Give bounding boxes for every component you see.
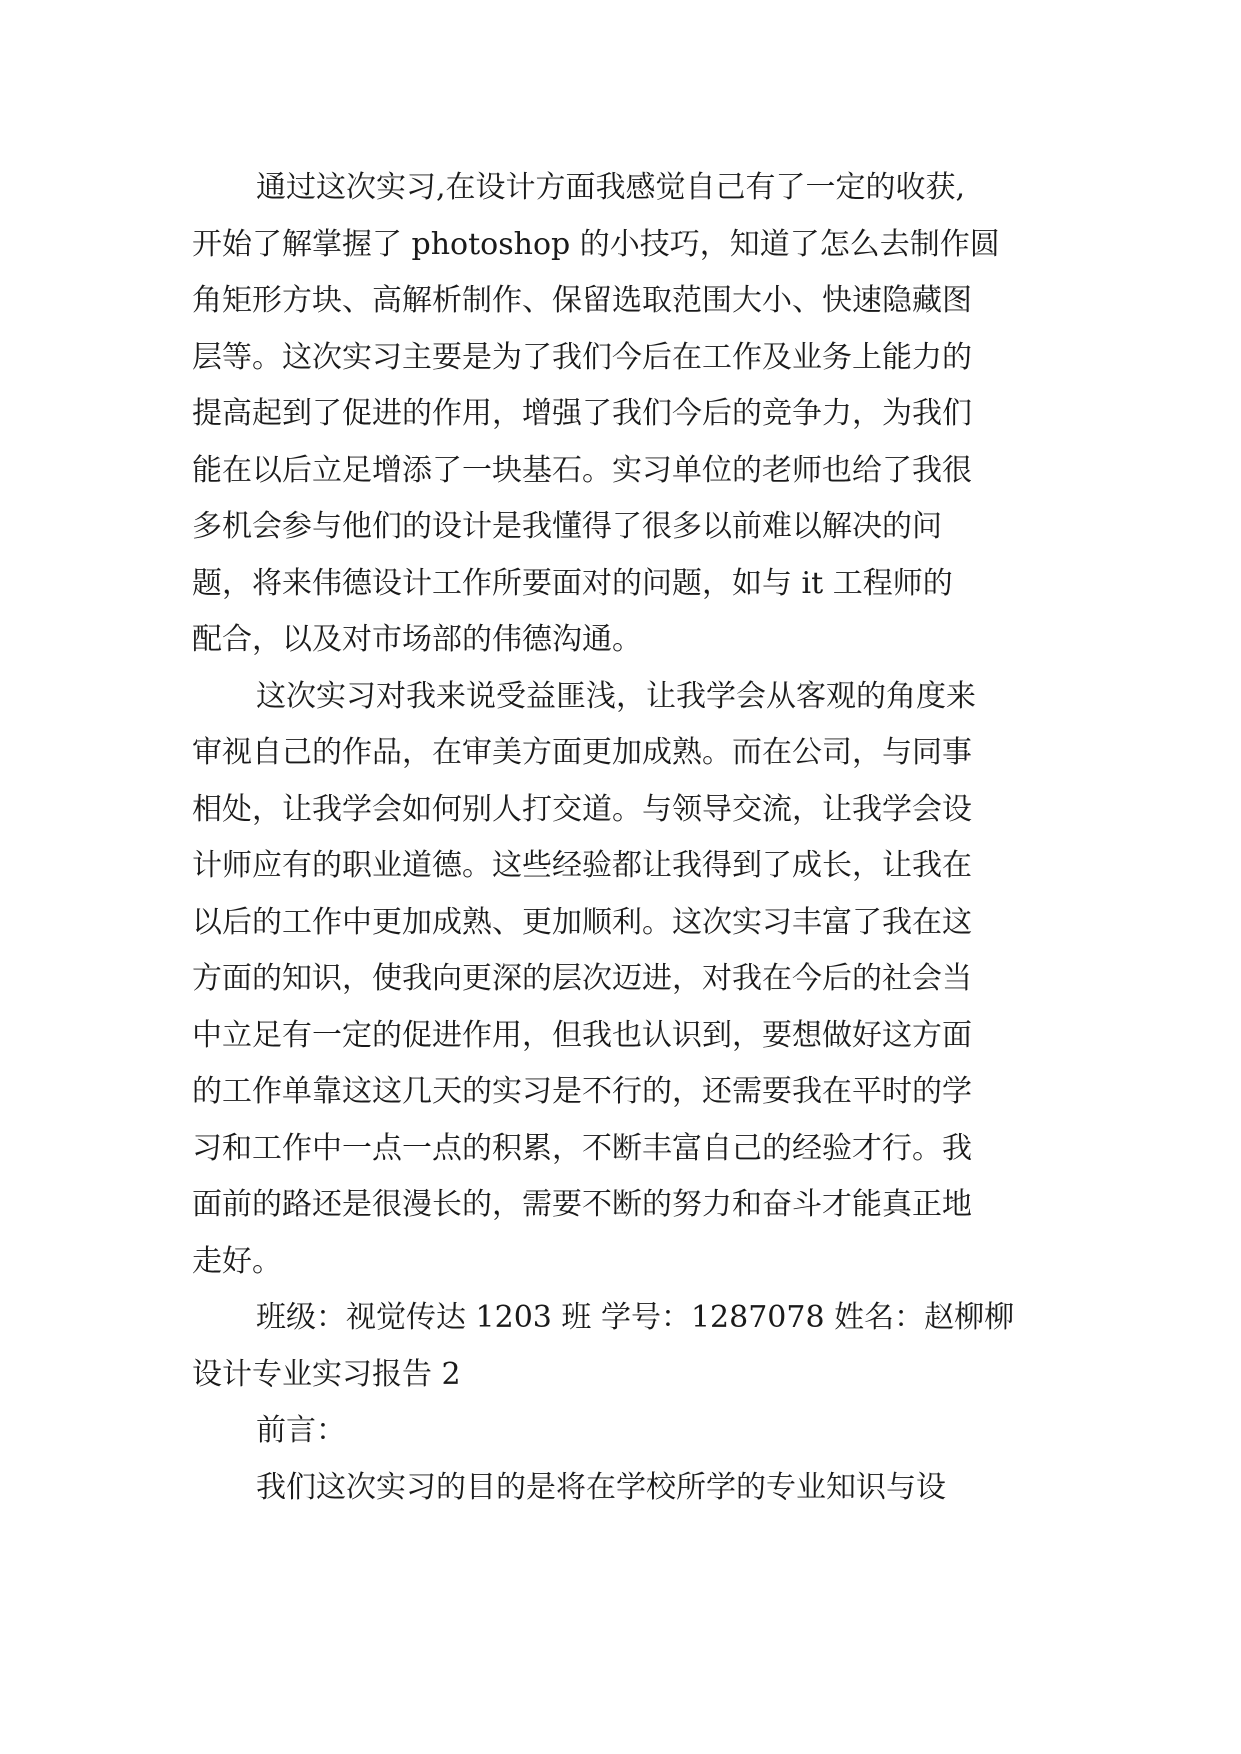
text-line: 配合，以及对市场部的伟德沟通。 — [192, 622, 642, 657]
text-line: 相处，让我学会如何别人打交道。与领导交流，让我学会设 — [192, 791, 972, 827]
report-title: 设计专业实习报告 2 — [192, 1356, 461, 1392]
student-info-line: 班级：视觉传达 1203 班 学号：1287078 姓名：赵柳柳 — [256, 1300, 1015, 1335]
text-line: 提高起到了促进的作用，增强了我们今后的竞争力，为我们 — [192, 396, 972, 431]
text-line: 角矩形方块、高解析制作、保留选取范围大小、快速隐藏图 — [192, 283, 972, 318]
text-line: 面前的路还是很漫长的，需要不断的努力和奋斗才能真正地 — [192, 1187, 972, 1222]
text-line: 以后的工作中更加成熟、更加顺利。这次实习丰富了我在这 — [192, 904, 972, 940]
text-line: 通过这次实习,在设计方面我感觉自己有了一定的收获, — [256, 170, 966, 205]
text-line: 题，将来伟德设计工作所要面对的问题，如与 it 工程师的 — [192, 565, 953, 601]
section-heading: 前言： — [256, 1413, 346, 1448]
document-body — [192, 160, 1072, 1516]
text-line: 习和工作中一点一点的积累，不断丰富自己的经验才行。我 — [192, 1130, 972, 1166]
text-line: 计师应有的职业道德。这些经验都让我得到了成长，让我在 — [192, 848, 972, 883]
text-line: 层等。这次实习主要是为了我们今后在工作及业务上能力的 — [192, 339, 972, 375]
text-line: 开始了解掌握了 photoshop 的小技巧，知道了怎么去制作圆 — [192, 226, 1000, 262]
text-line: 我们这次实习的目的是将在学校所学的专业知识与设 — [256, 1469, 946, 1505]
text-line: 中立足有一定的促进作用，但我也认识到，要想做好这方面 — [192, 1017, 972, 1053]
text-line: 的工作单靠这这几天的实习是不行的，还需要我在平时的学 — [192, 1074, 972, 1109]
text-line: 走好。 — [192, 1243, 282, 1279]
text-line: 这次实习对我来说受益匪浅，让我学会从客观的角度来 — [256, 678, 976, 714]
text-line: 审视自己的作品，在审美方面更加成熟。而在公司，与同事 — [192, 735, 972, 770]
text-line: 能在以后立足增添了一块基石。实习单位的老师也给了我很 — [192, 452, 972, 488]
text-line: 多机会参与他们的设计是我懂得了很多以前难以解决的问 — [192, 509, 942, 544]
text-line: 方面的知识，使我向更深的层次迈进，对我在今后的社会当 — [192, 961, 972, 996]
